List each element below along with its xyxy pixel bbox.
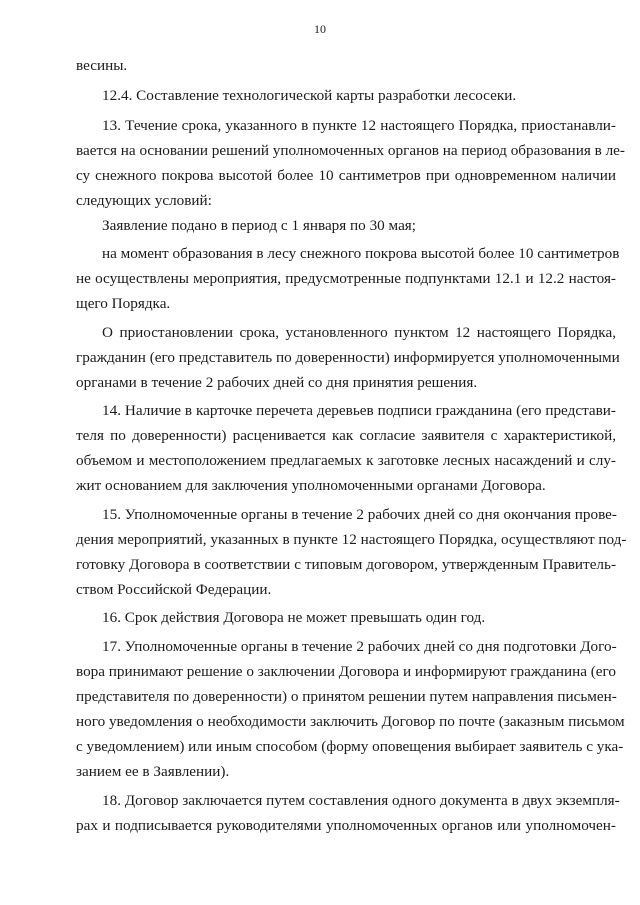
text-line: весины. [76, 57, 128, 74]
paragraph-12-4: 12.4. Составление технологической карты разработки лесосеки. [102, 87, 517, 104]
paragraph-13-line: 13. Течение срока, указанного в пункте 12 настоящего Порядка, приостанавли- [102, 117, 616, 134]
text-line: готовку Договора в соответствии с типовым договором, утвержденным Правитель- [76, 556, 616, 573]
page-number: 10 [314, 22, 326, 36]
text-line: ством Российской Федерации. [76, 581, 272, 598]
text-line: дения мероприятий, указанных в пункте 12 настоящего Порядка, осуществляют под- [76, 531, 627, 548]
paragraph-15-line: 15. Уполномоченные органы в течение 2 рабочих дней со дня окончания прове- [102, 506, 617, 523]
text-line: жит основанием для заключения уполномоченными органами Договора. [76, 477, 546, 494]
text-line: ного уведомления о необходимости заключить Договор по почте (заказным письмом [76, 713, 625, 730]
text-line: щего Порядка. [76, 295, 171, 312]
text-line: не осуществлены мероприятия, предусмотренные подпунктами 12.1 и 12.2 настоя- [76, 270, 616, 287]
paragraph-18-line: 18. Договор заключается путем составления одного документа в двух экземпля- [102, 792, 620, 809]
text-line: гражданин (его представитель по доверенности) информируется уполномоченными [76, 349, 620, 366]
text-line: теля по доверенности) расценивается как согласие заявителя с характеристикой, [76, 427, 616, 444]
text-line: су снежного покрова высотой более 10 сантиметров при одновременном наличии [76, 167, 616, 184]
text-line: объемом и местоположением предлагаемых к заготовке лесных насаждений и слу- [76, 452, 616, 469]
text-line: представителя по доверенности) о принятом решении путем направления письмен- [76, 688, 617, 705]
paragraph-14-line: 14. Наличие в карточке перечета деревьев подписи гражданина (его представи- [102, 402, 616, 419]
text-line: следующих условий: [76, 192, 212, 209]
text-line: с уведомлением) или иным способом (форму оповещения выбирает заявитель с ука- [76, 738, 624, 755]
paragraph-16: 16. Срок действия Договора не может превышать один год. [102, 609, 486, 626]
text-line: на момент образования в лесу снежного покрова высотой более 10 сантиметров [102, 245, 620, 262]
text-line: органами в течение 2 рабочих дней со дня принятия решения. [76, 374, 478, 391]
paragraph-17-line: 17. Уполномоченные органы в течение 2 рабочих дней со дня подготовки Дого- [102, 638, 617, 655]
text-line: вора принимают решение о заключении Договора и информируют гражданина (его [76, 663, 616, 680]
text-line: Заявление подано в период с 1 января по 30 мая; [102, 217, 417, 234]
text-line: О приостановлении срока, установленного пунктом 12 настоящего Порядка, [102, 324, 616, 341]
text-line: рах и подписывается руководителями уполномоченных органов или уполномочен- [76, 817, 616, 834]
text-line: занием ее в Заявлении). [76, 763, 230, 780]
text-line: вается на основании решений уполномоченных органов на период образования в ле- [76, 142, 625, 159]
